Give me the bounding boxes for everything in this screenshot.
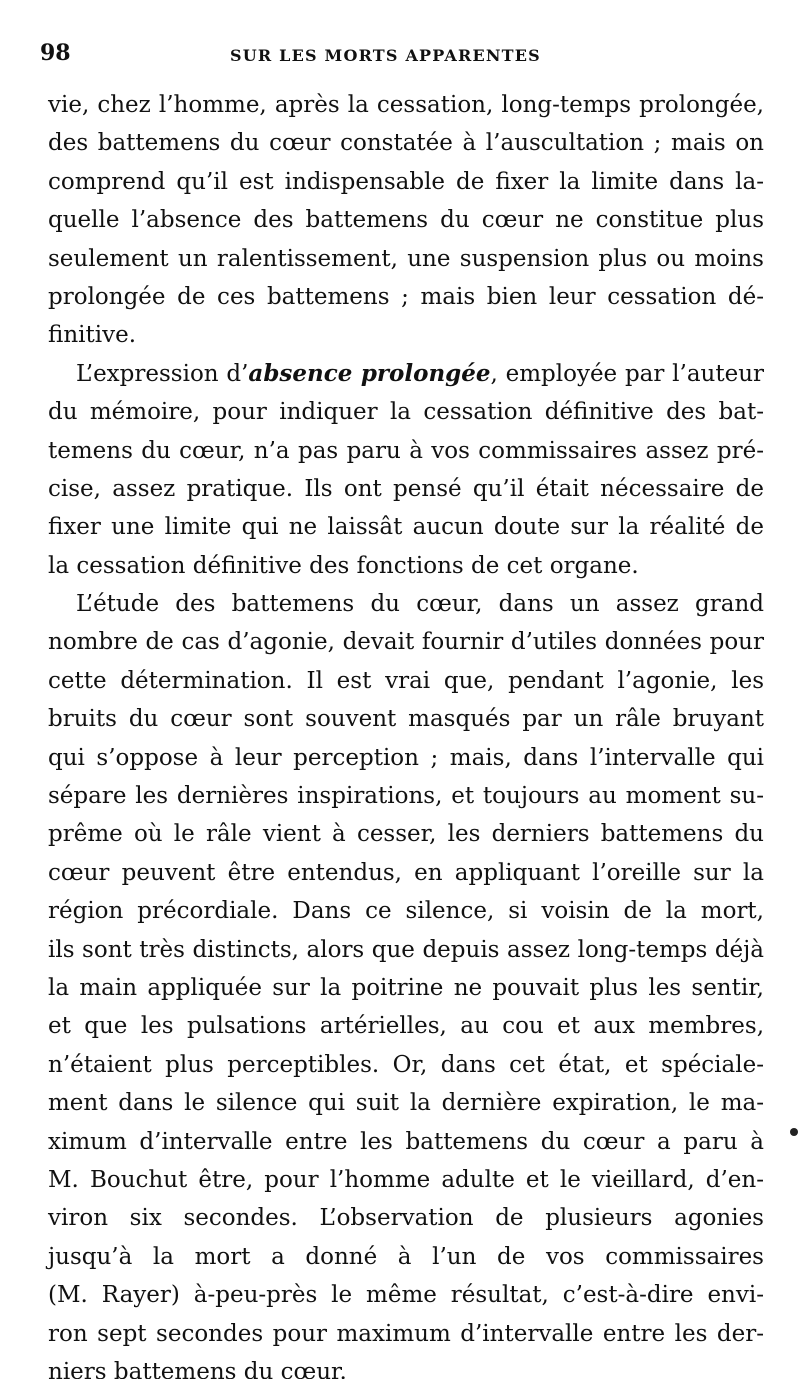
text-line: quelle l’absence des battemens du cœur ne constitue plus — [48, 207, 764, 234]
text-line: temens du cœur, n’a pas paru à vos commissaires assez pré- — [48, 437, 764, 464]
text-line: des battemens du cœur constatée à l’auscultation ; mais on — [48, 130, 764, 157]
text-line: ils sont très distincts, alors que depuis assez long-temps déjà — [48, 936, 764, 963]
text-line: nombre de cas d’agonie, devait fournir d’utiles données pour — [48, 629, 764, 656]
text-line: ron sept secondes pour maximum d’intervalle entre les der- — [48, 1320, 764, 1347]
text-line: qui s’oppose à leur perception ; mais, dans l’intervalle qui — [48, 744, 764, 771]
text-line: sépare les dernières inspirations, et toujours au moment su- — [48, 783, 764, 810]
text-line: comprend qu’il est indispensable de fixer la limite dans la- — [48, 168, 764, 195]
text-line: et que les pulsations artérielles, au cou et aux membres, — [48, 1013, 764, 1040]
text-line: finitive. — [48, 322, 137, 349]
text-run: , employée par l’auteur — [490, 360, 765, 387]
text-line: viron six secondes. L’observation de plusieurs agonies — [48, 1205, 764, 1232]
italic-term: absence prolongée — [248, 359, 491, 387]
text-line: cette détermination. Il est vrai que, pendant l’agonie, les — [48, 667, 764, 694]
text-line: ximum d’intervalle entre les battemens du cœur a paru à — [48, 1128, 764, 1155]
text-line: n’étaient plus perceptibles. Or, dans cet état, et spéciale- — [48, 1051, 764, 1078]
text-line: cœur peuvent être entendus, en appliquant l’oreille sur la — [48, 859, 764, 886]
text-line: jusqu’à la mort a donné à l’un de vos commissaires — [48, 1243, 764, 1270]
paragraph-first-line — [48, 355, 764, 393]
text-line: niers battemens du cœur. — [48, 1358, 347, 1379]
text-line: (M. Rayer) à-peu-près le même résultat, c’est-à-dire envi- — [48, 1282, 764, 1309]
text-line: cise, assez pratique. Ils ont pensé qu’il était nécessaire de — [48, 475, 764, 502]
text-line: la cessation définitive des fonctions de cet organe. — [48, 552, 639, 579]
ink-mark — [790, 1128, 798, 1136]
text-line: du mémoire, pour indiquer la cessation définitive des bat- — [48, 399, 764, 426]
text-line: seulement un ralentissement, une suspension plus ou moins — [48, 245, 764, 272]
page-header — [40, 40, 760, 76]
page-number: 98 — [40, 40, 71, 66]
text-line: la main appliquée sur la poitrine ne pouvait plus les sentir, — [48, 974, 764, 1001]
running-head: SUR LES MORTS APPARENTES — [230, 46, 541, 65]
text-line: fixer une limite qui ne laissât aucun doute sur la réalité de — [48, 514, 764, 541]
text-line: prême où le râle vient à cesser, les derniers battemens du — [48, 821, 764, 848]
text-line: prolongée de ces battemens ; mais bien leur cessation dé- — [48, 283, 764, 310]
text-line: vie, chez l’homme, après la cessation, long-temps prolongée, — [48, 92, 764, 118]
text-line: bruits du cœur sont souvent masqués par un râle bruyant — [48, 706, 764, 733]
text-line: région précordiale. Dans ce silence, si voisin de la mort, — [48, 898, 764, 925]
paragraph-first-line: L’étude des battemens du cœur, dans un assez grand — [76, 591, 764, 618]
text-line: M. Bouchut être, pour l’homme adulte et le vieillard, d’en- — [48, 1166, 764, 1193]
page-body — [48, 86, 764, 1379]
text-run: L’expression d’ — [76, 360, 249, 387]
text-line: ment dans le silence qui suit la dernière expiration, le ma- — [48, 1090, 764, 1117]
